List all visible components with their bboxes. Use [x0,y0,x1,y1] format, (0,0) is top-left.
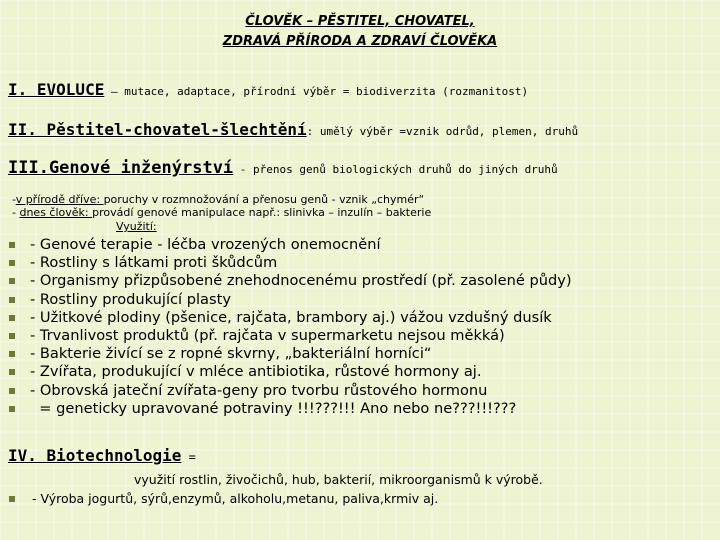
bullet-square-icon [9,260,15,266]
evolution-heading: I. EVOLUCE [8,80,105,99]
section-genetic [8,158,558,178]
bullet-square-icon [9,242,15,248]
bullet-square-icon [9,496,15,502]
breeding-heading: II. Pěstitel-chovatel-šlechtění [8,120,307,139]
biotech-suffix: = [181,450,196,464]
list-item-text: - Obrovská jateční zvířata-geny pro tvorbu růstového hormonu [30,381,488,399]
list-item-text: - Výroba jogurtů, sýrů,enzymů, alkoholu,metanu, paliva,krmiv aj. [32,491,439,506]
title-line-1: ČLOVĚK – PĚSTITEL, CHOVATEL, [245,14,475,29]
note-line-3 [116,221,157,233]
list-item [0,490,720,508]
list-item-text: - Organismy přizpůsobené znehodnocenému prostředí (př. zasolené půdy) [30,272,572,290]
list-item-text: - Rostliny s látkami proti škůdcům [30,254,278,272]
section-breeding [8,120,578,139]
title-line-2: ZDRAVÁ PŘÍRODA A ZDRAVÍ ČLOVĚKA [222,34,498,49]
evolution-description: – mutace, adaptace, přírodní výběr = biodiverzita (rozmanitost) [104,85,529,98]
note-2-label: dnes člověk: [19,206,93,219]
list-item-text: = geneticky upravované potraviny !!!???!!! Ano nebo ne???!!!??? [30,399,517,417]
bullet-square-icon [9,351,15,357]
bullet-square-icon [9,297,15,303]
bullet-square-icon [9,278,15,284]
list-item-text: - Zvířata, produkující v mléce antibiotika, růstové hormony aj. [30,363,482,381]
section-evolution [8,80,528,99]
bullet-square-icon [9,406,15,412]
note-2-text: provádí genové manipulace např.: slinivka – inzulín – bakterie [92,206,432,219]
note-line-1 [12,194,424,206]
list-item-text: - Trvanlivost produktů (př. rajčata v supermarketu nejsou měkká) [30,326,505,344]
biotech-heading: IV. Biotechnologie [8,446,182,465]
list-item-text: - Užitkové plodiny (pšenice, rajčata, brambory aj.) vážou vzdušný dusík [30,308,552,326]
note-1-prefix: - [12,193,16,206]
list-item-text: - Bakterie živící se z ropné skvrny, „bakteriální horníci“ [30,345,432,363]
note-1-label: v přírodě dříve: [15,193,104,206]
bullet-square-icon [9,388,15,394]
bullet-square-icon [9,333,15,339]
bullet-square-icon [9,315,15,321]
note-line-2 [12,207,431,219]
note-2-prefix: - [12,206,20,219]
page-title [0,12,720,52]
bullet-square-icon [9,369,15,375]
list-item-text: - Rostliny produkující plasty [30,290,231,308]
list-item-text: - Genové terapie - léčba vrozených onemocnění [30,236,381,253]
usage-label: Využití: [116,220,157,233]
genetic-heading: III.Genové inženýrství [8,158,234,178]
section-biotech [8,446,196,465]
note-1-text: poruchy v rozmnožování a přenosu genů - vznik „chymér“ [103,193,425,206]
breeding-description: : umělý výběr =vznik odrůd, plemen, druhů [306,125,579,138]
biotech-description: využití rostlin, živočichů, hub, bakterií, mikroorganismů k výrobě. [134,472,543,487]
genetic-description: - přenos genů biologických druhů do jiných druhů [233,163,558,176]
